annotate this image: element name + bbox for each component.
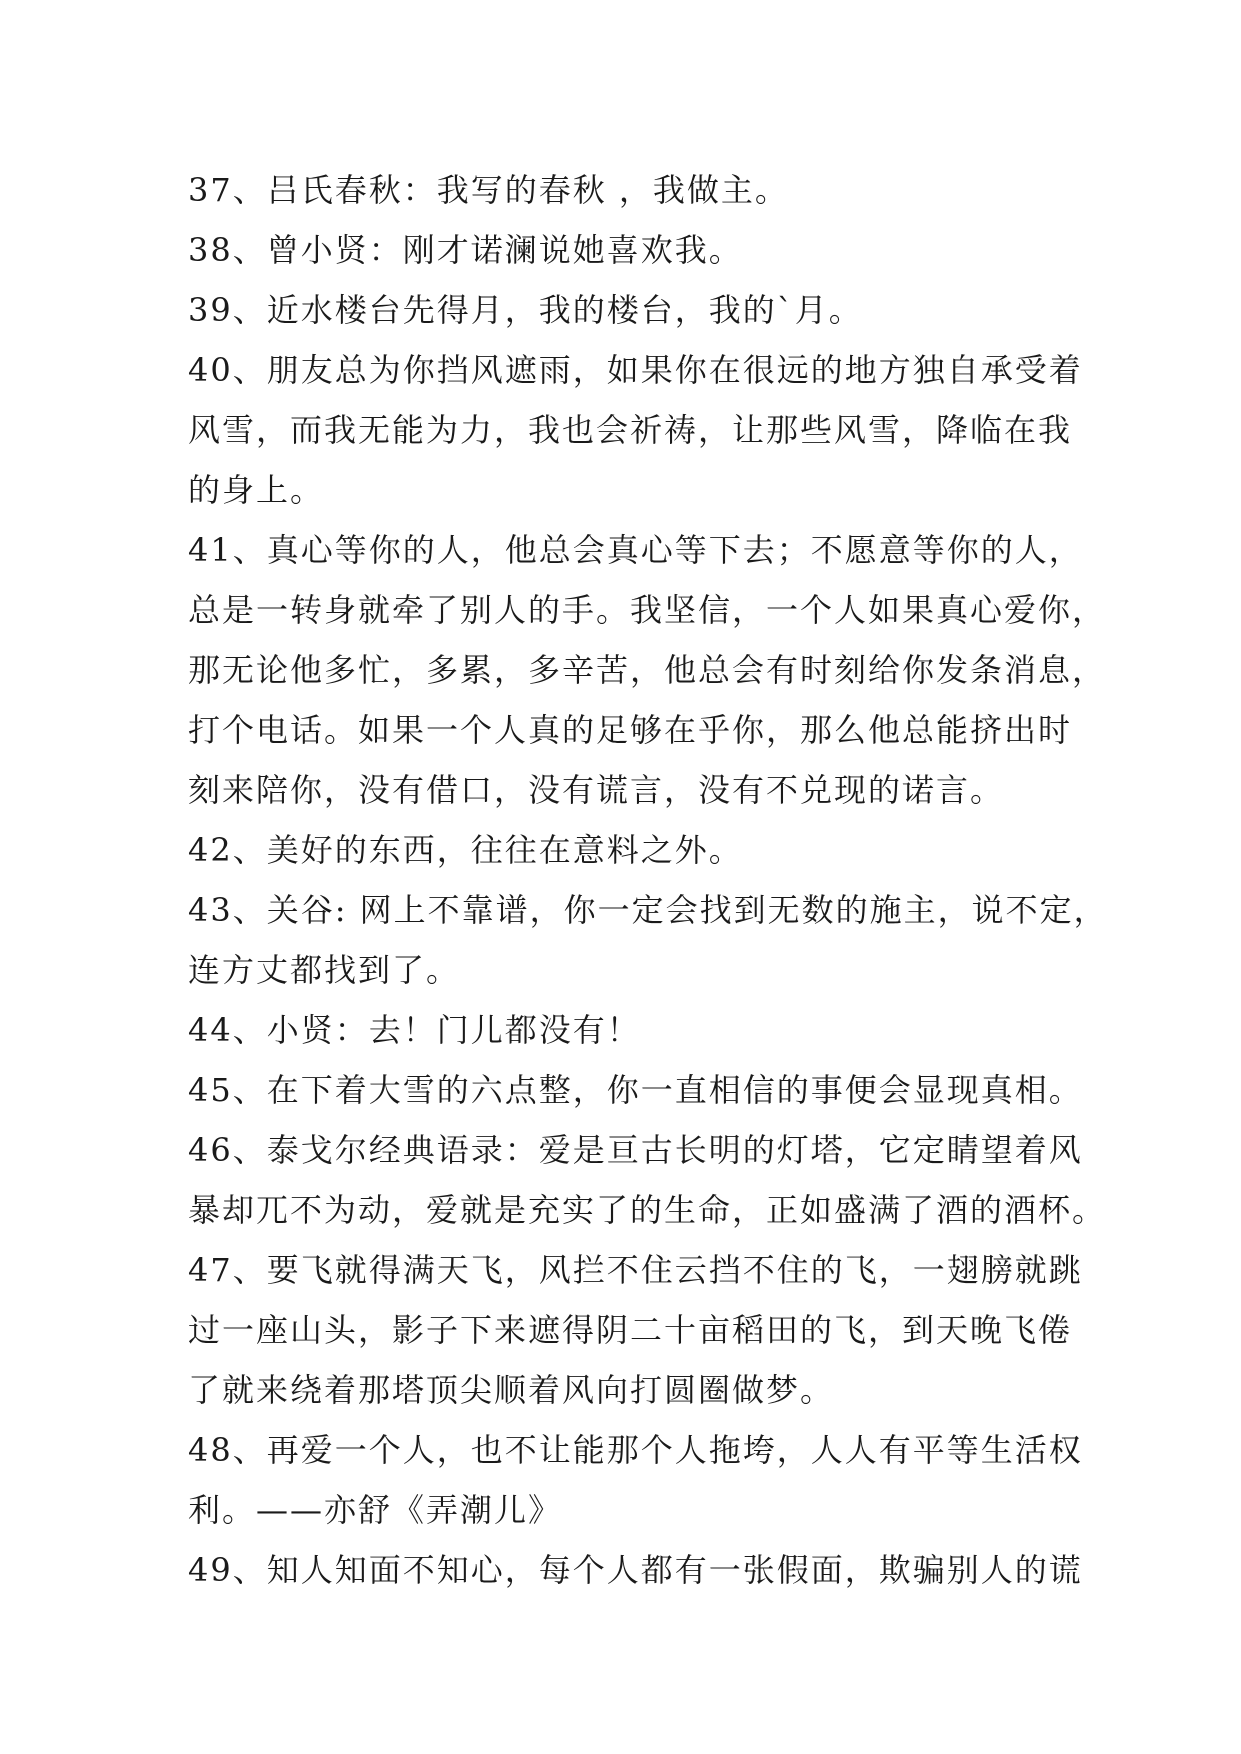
- text-line: 的身上。: [188, 471, 325, 509]
- text-line: 46、泰戈尔经典语录：爱是亘古长明的灯塔，它定睛望着风: [188, 1131, 1083, 1169]
- text-line: 连方丈都找到了。: [188, 951, 461, 989]
- text-line: 39、近水楼台先得月，我的楼台，我的`月。: [188, 291, 863, 329]
- text-line: 38、曾小贤：刚才诺澜说她喜欢我。: [188, 231, 743, 269]
- text-line: 40、朋友总为你挡风遮雨，如果你在很远的地方独自承受着: [188, 351, 1083, 389]
- text-line: 43、关谷: 网上不靠谱，你一定会找到无数的施主，说不定，: [188, 891, 1108, 929]
- text-line: 过一座山头，影子下来遮得阴二十亩稻田的飞，到天晚飞倦: [188, 1311, 1073, 1349]
- text-line: 37、吕氏春秋：我写的春秋 ，我做主。: [188, 171, 789, 209]
- text-line: 47、要飞就得满天飞，风拦不住云挡不住的飞，一翅膀就跳: [188, 1251, 1083, 1289]
- text-line: 48、再爱一个人，也不让能那个人拖垮，人人有平等生活权: [188, 1431, 1083, 1469]
- text-line: 49、知人知面不知心，每个人都有一张假面，欺骗别人的谎: [188, 1551, 1083, 1589]
- text-line: 了就来绕着那塔顶尖顺着风向打圆圈做梦。: [188, 1371, 835, 1409]
- text-line: 总是一转身就牵了别人的手。我坚信，一个人如果真心爱你，: [188, 591, 1107, 629]
- quote-text-block: [188, 160, 1108, 1600]
- text-line: 42、美好的东西，往往在意料之外。: [188, 831, 743, 869]
- text-line: 风雪，而我无能为力，我也会祈祷，让那些风雪，降临在我: [188, 411, 1073, 449]
- text-line: 刻来陪你，没有借口，没有谎言，没有不兑现的诺言。: [188, 771, 1005, 809]
- text-line: 暴却兀不为动，爱就是充实了的生命，正如盛满了酒的酒杯。: [188, 1191, 1107, 1229]
- text-line: 41、真心等你的人，他总会真心等下去；不愿意等你的人，: [188, 531, 1083, 569]
- text-line: 那无论他多忙，多累，多辛苦，他总会有时刻给你发条消息，: [188, 651, 1107, 689]
- text-line: 44、小贤：去！门儿都没有！: [188, 1011, 641, 1049]
- text-line: 45、在下着大雪的六点整，你一直相信的事便会显现真相。: [188, 1071, 1083, 1109]
- text-line: 打个电话。如果一个人真的足够在乎你，那么他总能挤出时: [188, 711, 1073, 749]
- text-line: 利。——亦舒《弄潮儿》: [188, 1491, 563, 1529]
